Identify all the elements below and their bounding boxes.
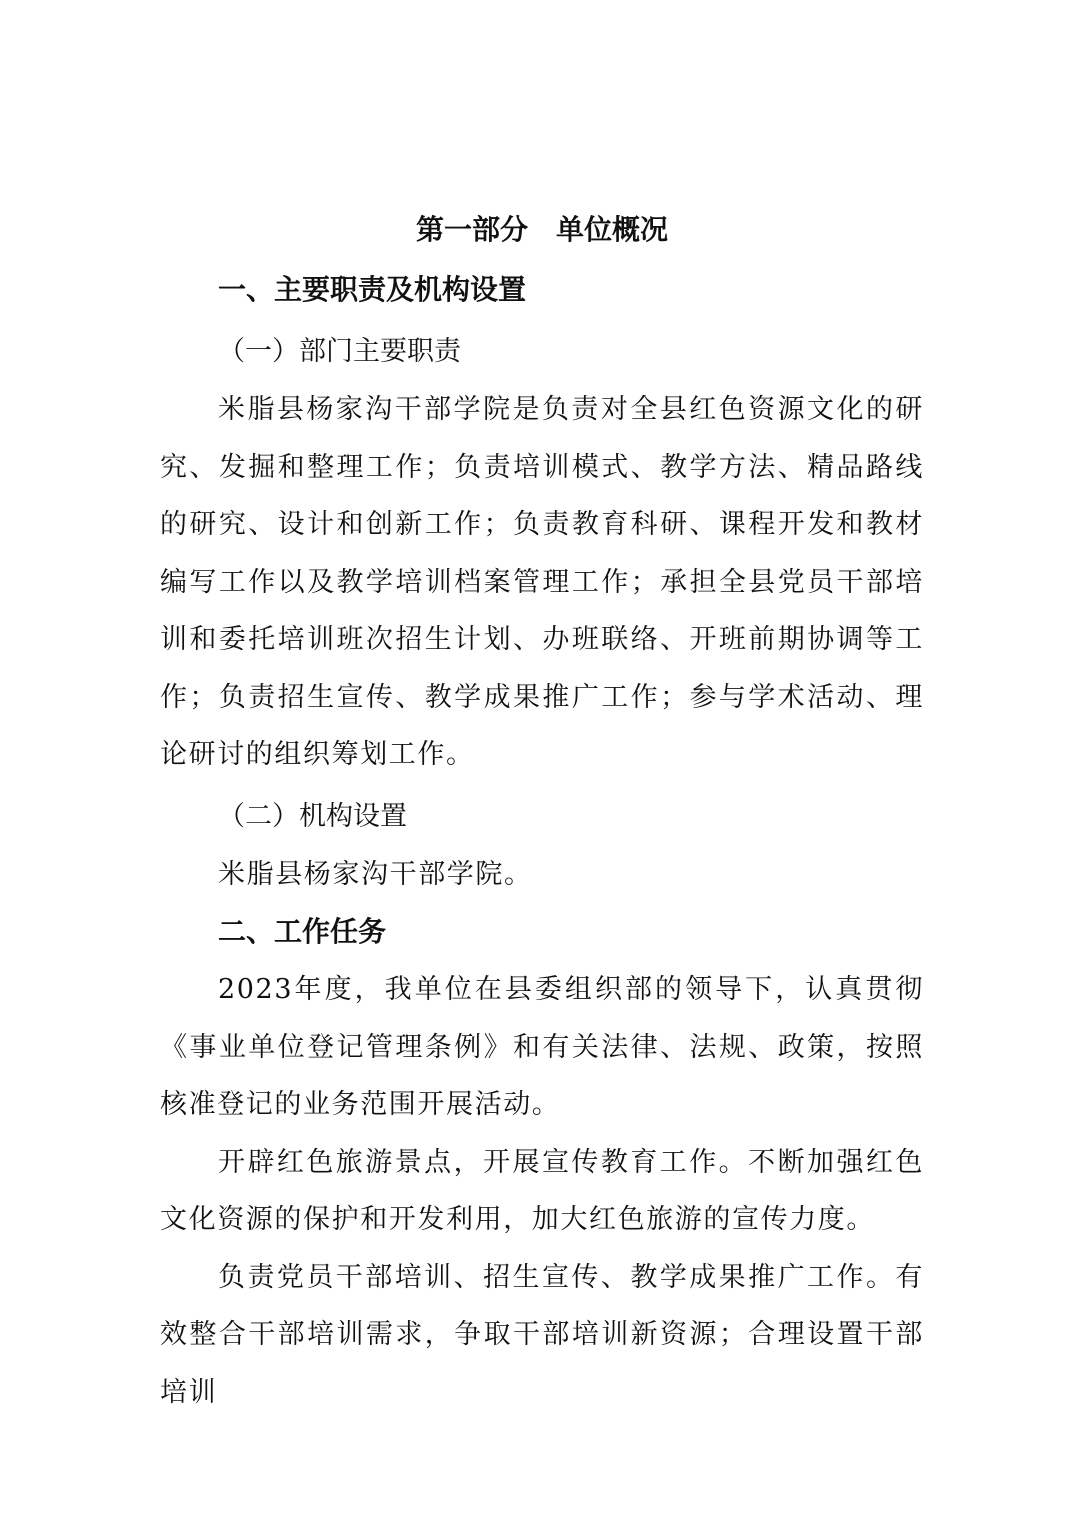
paragraph-work-tasks-1: 2023年度，我单位在县委组织部的领导下，认真贯彻《事业单位登记管理条例》和有关法律、法规、政策，按照核准登记的业务范围开展活动。	[160, 974, 924, 1120]
paragraph-org-structure: 米脂县杨家沟干部学院。	[218, 858, 533, 890]
section-heading-duties-structure: 一、主要职责及机构设置	[218, 273, 527, 306]
paragraph-work-tasks-2: 开辟红色旅游景点，开展宣传教育工作。不断加强红色文化资源的保护和开发利用，加大红色旅游的宣传力度。	[160, 1146, 924, 1235]
subsection-heading-main-duties: （一）部门主要职责	[218, 336, 461, 367]
document-title: 第一部分 单位概况	[415, 213, 668, 246]
paragraph-work-tasks-3: 负责党员干部培训、招生宣传、教学成果推广工作。有效整合干部培训需求，争取干部培训新资源；合理设置干部培训	[160, 1261, 924, 1408]
paragraph-main-duties: 米脂县杨家沟干部学院是负责对全县红色资源文化的研究、发掘和整理工作；负责培训模式、教学方法、精品路线的研究、设计和创新工作；负责教育科研、课程开发和教材编写工作以及教学培训档案管理工作；承担全县党员干部培训和委托培训班次招生计划、办班联络、开班前期协调等工作；负责招生宣传、教学成果推广工作；参与学术活动、理论研讨的组织筹划工作。	[160, 394, 924, 770]
document-page	[160, 205, 924, 1421]
subsection-heading-org-structure: （二）机构设置	[218, 800, 407, 832]
section-heading-work-tasks: 二、工作任务	[218, 915, 387, 948]
